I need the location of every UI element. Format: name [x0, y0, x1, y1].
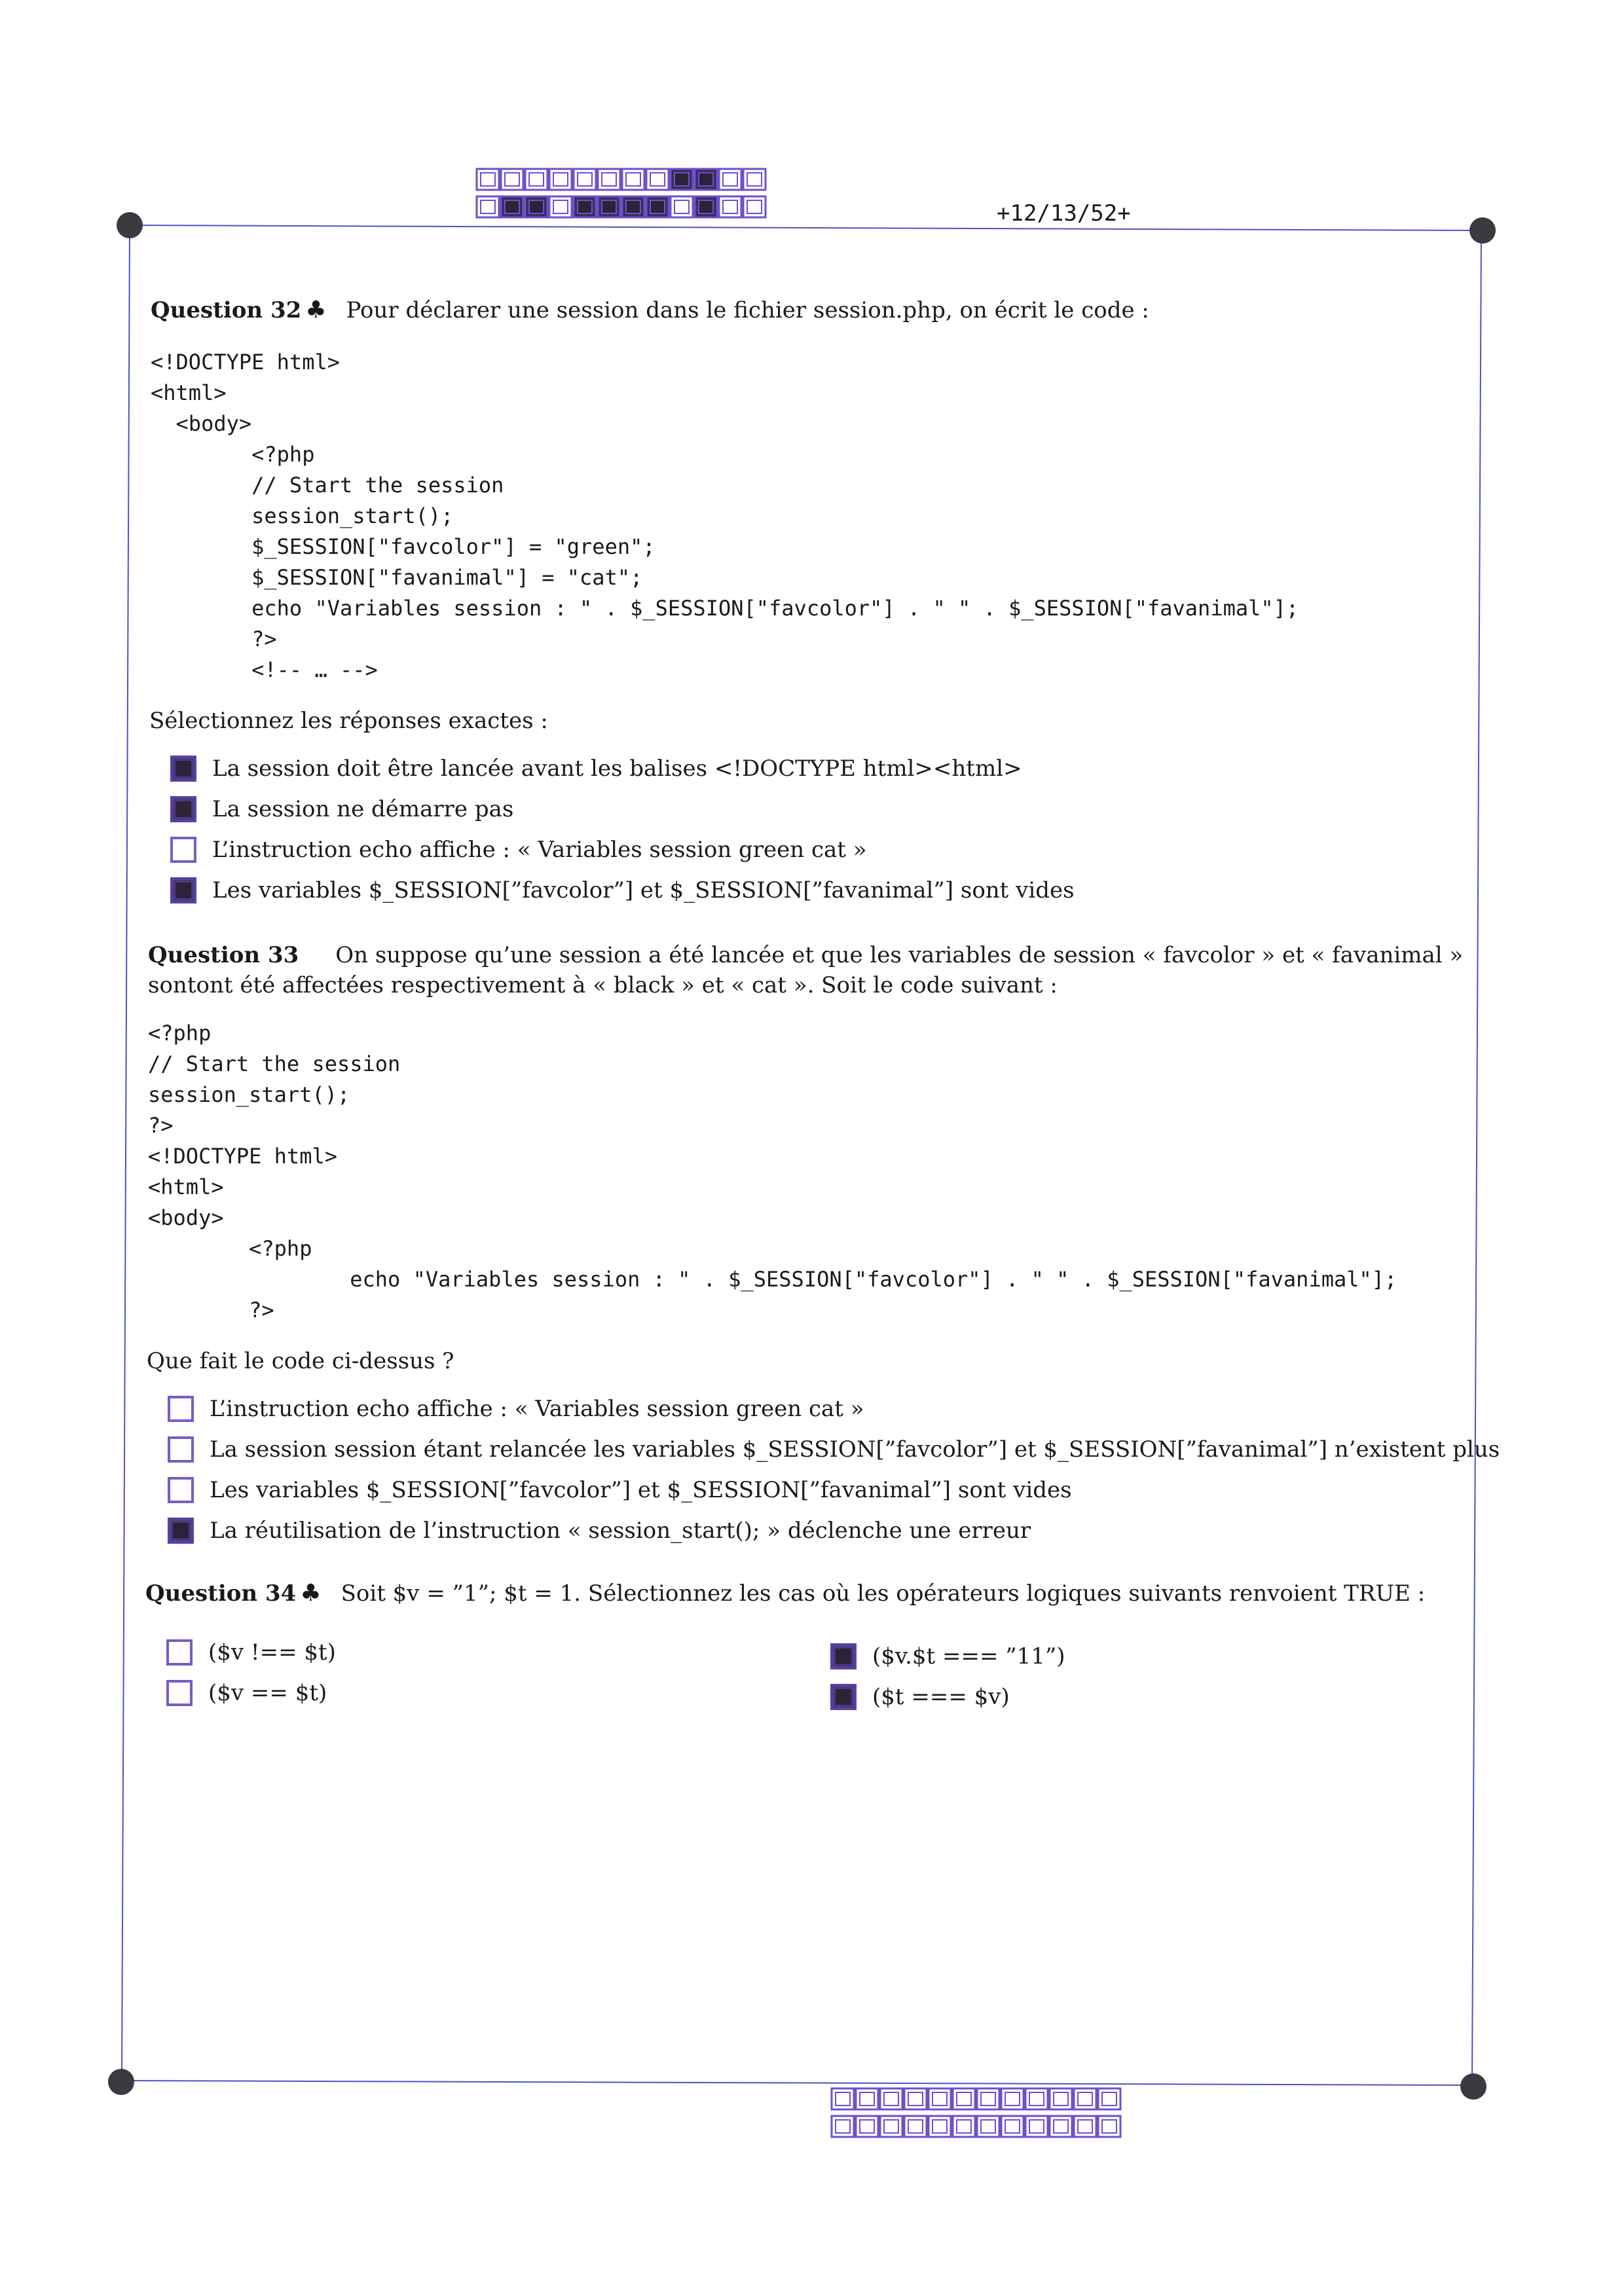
id-box: [1074, 2116, 1096, 2137]
corner-mark-bottom-left: [108, 2069, 134, 2095]
id-box-inner: [908, 2120, 923, 2133]
id-box: [832, 2088, 854, 2109]
id-box-inner: [553, 200, 568, 213]
id-box-inner: [1005, 2092, 1020, 2105]
id-box-inner: [981, 2092, 995, 2105]
answer-option[interactable]: [168, 1476, 1072, 1504]
answer-checkbox[interactable]: [168, 1436, 194, 1463]
answer-text: L’instruction echo affiche : « Variables session green cat »: [210, 1396, 864, 1422]
id-box: [719, 196, 741, 217]
id-box-inner: [529, 200, 544, 213]
answer-text: ($v !== $t): [208, 1639, 336, 1666]
bottom-id-boxes: [832, 2088, 1120, 2137]
id-box-inner: [674, 173, 689, 186]
id-box: [719, 169, 741, 190]
id-box-inner: [957, 2120, 971, 2133]
id-box-inner: [860, 2120, 874, 2133]
answer-checkbox-checked[interactable]: [170, 796, 196, 822]
id-box-inner: [578, 200, 592, 213]
answer-option[interactable]: [166, 1638, 336, 1667]
id-box-inner: [908, 2092, 923, 2105]
id-box: [743, 169, 766, 190]
id-box: [1025, 2088, 1048, 2109]
id-box: [929, 2116, 951, 2137]
id-box: [525, 196, 547, 217]
id-box-inner: [699, 173, 713, 186]
id-box: [695, 169, 717, 190]
id-box: [904, 2116, 927, 2137]
question-instruction: Sélectionnez les réponses exactes :: [149, 708, 548, 734]
answer-text: L’instruction echo affiche : « Variables session green cat »: [212, 837, 867, 863]
question-instruction: Que fait le code ci-dessus ?: [147, 1348, 454, 1374]
id-box-inner: [1078, 2120, 1092, 2133]
answer-option[interactable]: [168, 1516, 1031, 1545]
answer-option[interactable]: [830, 1642, 1065, 1671]
id-box-inner: [860, 2092, 874, 2105]
id-box: [671, 169, 693, 190]
id-box: [1050, 2088, 1072, 2109]
id-box-inner: [932, 2092, 947, 2105]
id-box-inner: [1029, 2092, 1044, 2105]
question-label: Question 33: [148, 942, 299, 968]
id-box: [1050, 2116, 1072, 2137]
answer-text: Les variables $_SESSION[”favcolor”] et $_SESSION[”favanimal”] sont vides: [210, 1477, 1072, 1503]
answer-checkbox[interactable]: [168, 1477, 194, 1503]
answer-option[interactable]: [166, 1679, 327, 1707]
id-box-inner: [1102, 2092, 1116, 2105]
id-box-inner: [553, 173, 568, 186]
id-box-inner: [529, 173, 544, 186]
corner-mark-bottom-right: [1460, 2073, 1486, 2100]
id-box-inner: [884, 2092, 898, 2105]
club-icon: ♣: [305, 297, 327, 323]
id-box-inner: [626, 173, 640, 186]
corner-mark-top-left: [117, 212, 143, 238]
id-box: [525, 169, 547, 190]
id-box: [549, 169, 572, 190]
answer-text: ($v.$t === ”11”): [872, 1643, 1065, 1669]
id-box: [477, 196, 499, 217]
id-box: [622, 196, 644, 217]
id-box-inner: [1029, 2120, 1044, 2133]
id-box-inner: [747, 200, 762, 213]
id-box: [1098, 2088, 1120, 2109]
answer-text: La session ne démarre pas: [212, 796, 514, 822]
question-33-header: [148, 940, 1464, 1000]
id-box-inner: [1054, 2092, 1068, 2105]
id-box-inner: [957, 2092, 971, 2105]
id-box: [1001, 2116, 1024, 2137]
id-box-inner: [505, 200, 519, 213]
id-box-inner: [932, 2120, 947, 2133]
id-box: [953, 2088, 975, 2109]
code-block: <!DOCTYPE html> <html> <body> <?php // Start the session session_start(); $_SESSION["favcolor"] = "green"; $_SESSION["favanimal"] = "cat"; echo "Variables session : " . $_SESSION["favcolor"] . " " . $_SESSION["favanimal"]; ?> <!-- … -->: [151, 350, 1299, 682]
answer-text: La session doit être lancée avant les balises <!DOCTYPE html><html>: [212, 756, 1022, 782]
id-box-inner: [602, 200, 616, 213]
id-box: [1001, 2088, 1024, 2109]
question-prompt: On suppose qu’une session a été lancée et que les variables de session « favcolor » et « favanimal » sontont été affectées respectivement à « black » et « cat ». Soit le code suivant :: [148, 942, 1464, 998]
id-box-inner: [836, 2092, 850, 2105]
id-box: [856, 2088, 878, 2109]
id-box: [977, 2088, 999, 2109]
id-box-inner: [481, 173, 495, 186]
id-box-inner: [602, 173, 616, 186]
id-box: [832, 2116, 854, 2137]
id-box: [977, 2116, 999, 2137]
id-box-inner: [884, 2120, 898, 2133]
answer-checkbox[interactable]: [170, 837, 196, 863]
answer-option[interactable]: [170, 795, 513, 824]
id-box-inner: [481, 200, 495, 213]
club-icon: ♣: [300, 1580, 322, 1607]
id-box: [622, 169, 644, 190]
answer-text: La réutilisation de l’instruction « session_start(); » déclenche une erreur: [210, 1518, 1031, 1544]
id-box: [574, 169, 596, 190]
id-box-inner: [981, 2120, 995, 2133]
id-box: [646, 196, 669, 217]
id-box: [1025, 2116, 1048, 2137]
answer-text: Les variables $_SESSION[”favcolor”] et $_SESSION[”favanimal”] sont vides: [212, 877, 1075, 903]
id-box-inner: [1054, 2120, 1068, 2133]
answer-checkbox[interactable]: [168, 1396, 194, 1422]
id-box-inner: [723, 173, 737, 186]
question-prompt: Pour déclarer une session dans le fichier session.php, on écrit le code :: [346, 297, 1149, 323]
corner-mark-top-right: [1469, 217, 1496, 244]
answer-checkbox[interactable]: [166, 1639, 193, 1666]
id-box-inner: [699, 200, 713, 213]
id-box: [1074, 2088, 1096, 2109]
answer-checkbox-checked[interactable]: [830, 1684, 857, 1710]
id-box: [671, 196, 693, 217]
id-box: [1098, 2116, 1120, 2137]
id-box: [646, 169, 669, 190]
answer-option[interactable]: [168, 1394, 864, 1423]
id-box: [880, 2116, 902, 2137]
id-box: [598, 196, 620, 217]
answer-text: ($v == $t): [208, 1680, 327, 1706]
id-box-inner: [578, 173, 592, 186]
answer-checkbox-checked[interactable]: [168, 1518, 194, 1544]
answer-checkbox[interactable]: [166, 1680, 193, 1706]
id-box: [501, 169, 523, 190]
answer-text: ($t === $v): [872, 1684, 1010, 1710]
id-box-inner: [626, 200, 640, 213]
answer-option[interactable]: [830, 1683, 1010, 1711]
id-box: [598, 169, 620, 190]
answer-checkbox-checked[interactable]: [170, 877, 196, 903]
id-box: [574, 196, 596, 217]
question-label: Question 34: [145, 1580, 297, 1607]
code-block: <?php // Start the session session_start(); ?> <!DOCTYPE html> <html> <body> <?php echo "Variables session : " . $_SESSION["favcolor"] . " " . $_SESSION["favanimal"]; ?>: [148, 1021, 1397, 1322]
id-box: [856, 2116, 878, 2137]
id-box-inner: [1005, 2120, 1020, 2133]
id-box-inner: [723, 200, 737, 213]
id-box: [929, 2088, 951, 2109]
id-box-inner: [650, 173, 665, 186]
id-box-inner: [747, 173, 762, 186]
answer-checkbox-checked[interactable]: [830, 1643, 857, 1669]
question-34-header: [145, 1579, 1425, 1608]
id-box: [743, 196, 766, 217]
answer-checkbox-checked[interactable]: [170, 756, 196, 782]
id-box: [549, 196, 572, 217]
answer-text: La session session étant relancée les variables $_SESSION[”favcolor”] et $_SESSION[”favanimal”] n’existent plus: [210, 1436, 1500, 1463]
question-32-header: [151, 296, 1149, 325]
question-prompt: Soit $v = ”1”; $t = 1. Sélectionnez les cas où les opérateurs logiques suivants renvoient TRUE :: [341, 1580, 1426, 1607]
id-box: [953, 2116, 975, 2137]
id-box-inner: [1102, 2120, 1116, 2133]
answer-option[interactable]: [170, 876, 1075, 905]
id-box-inner: [1078, 2092, 1092, 2105]
id-box-inner: [505, 173, 519, 186]
top-id-boxes: [477, 169, 766, 217]
answer-option[interactable]: [168, 1435, 1500, 1464]
question-label: Question 32: [151, 297, 302, 323]
answer-option[interactable]: [170, 835, 867, 864]
id-box-inner: [650, 200, 665, 213]
id-box: [904, 2088, 927, 2109]
id-box-inner: [836, 2120, 850, 2133]
id-box: [501, 196, 523, 217]
id-box: [477, 169, 499, 190]
page-id: +12/13/52+: [997, 200, 1131, 227]
id-box-inner: [674, 200, 689, 213]
id-box: [695, 196, 717, 217]
answer-option[interactable]: [170, 754, 1022, 783]
id-box: [880, 2088, 902, 2109]
